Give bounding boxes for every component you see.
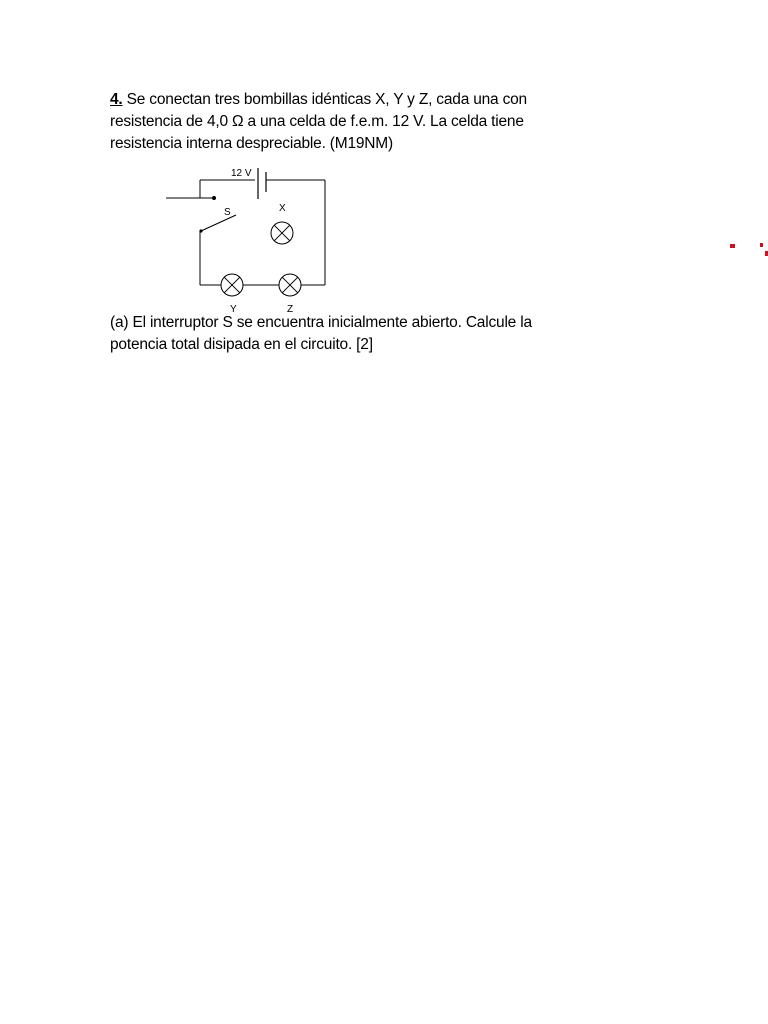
terminal-dot-top [212,196,216,200]
stray-mark-right [760,243,763,247]
part-a-line-2: potencia total disipada en el circuito. [2] [110,336,373,353]
question-line-3: resistencia interna despreciable. (M19NM) [110,135,393,152]
part-a-text [110,312,630,356]
part-a-line-1: (a) El interruptor S se encuentra inicialmente abierto. Calcule la [110,314,532,331]
question-line-2: resistencia de 4,0 Ω a una celda de f.e.m. 12 V. La celda tiene [110,113,524,130]
question-line-1 [110,89,610,111]
bulb-x-label: X [279,203,286,214]
question-text [110,89,610,155]
circuit-diagram [160,162,340,317]
question-number: 4. [110,91,123,108]
stray-mark-left [730,244,735,248]
switch-blade [201,215,236,231]
bulb-z [279,274,301,296]
question-line-1-text: Se conectan tres bombillas idénticas X, Y y Z, cada una con [122,91,527,108]
bulb-x [271,222,293,244]
bulb-y [221,274,243,296]
switch-label: S [224,207,231,218]
bulb-y-label: Y [230,304,237,315]
bulb-z-label: Z [287,304,294,315]
emf-label: 12 V [231,168,252,179]
